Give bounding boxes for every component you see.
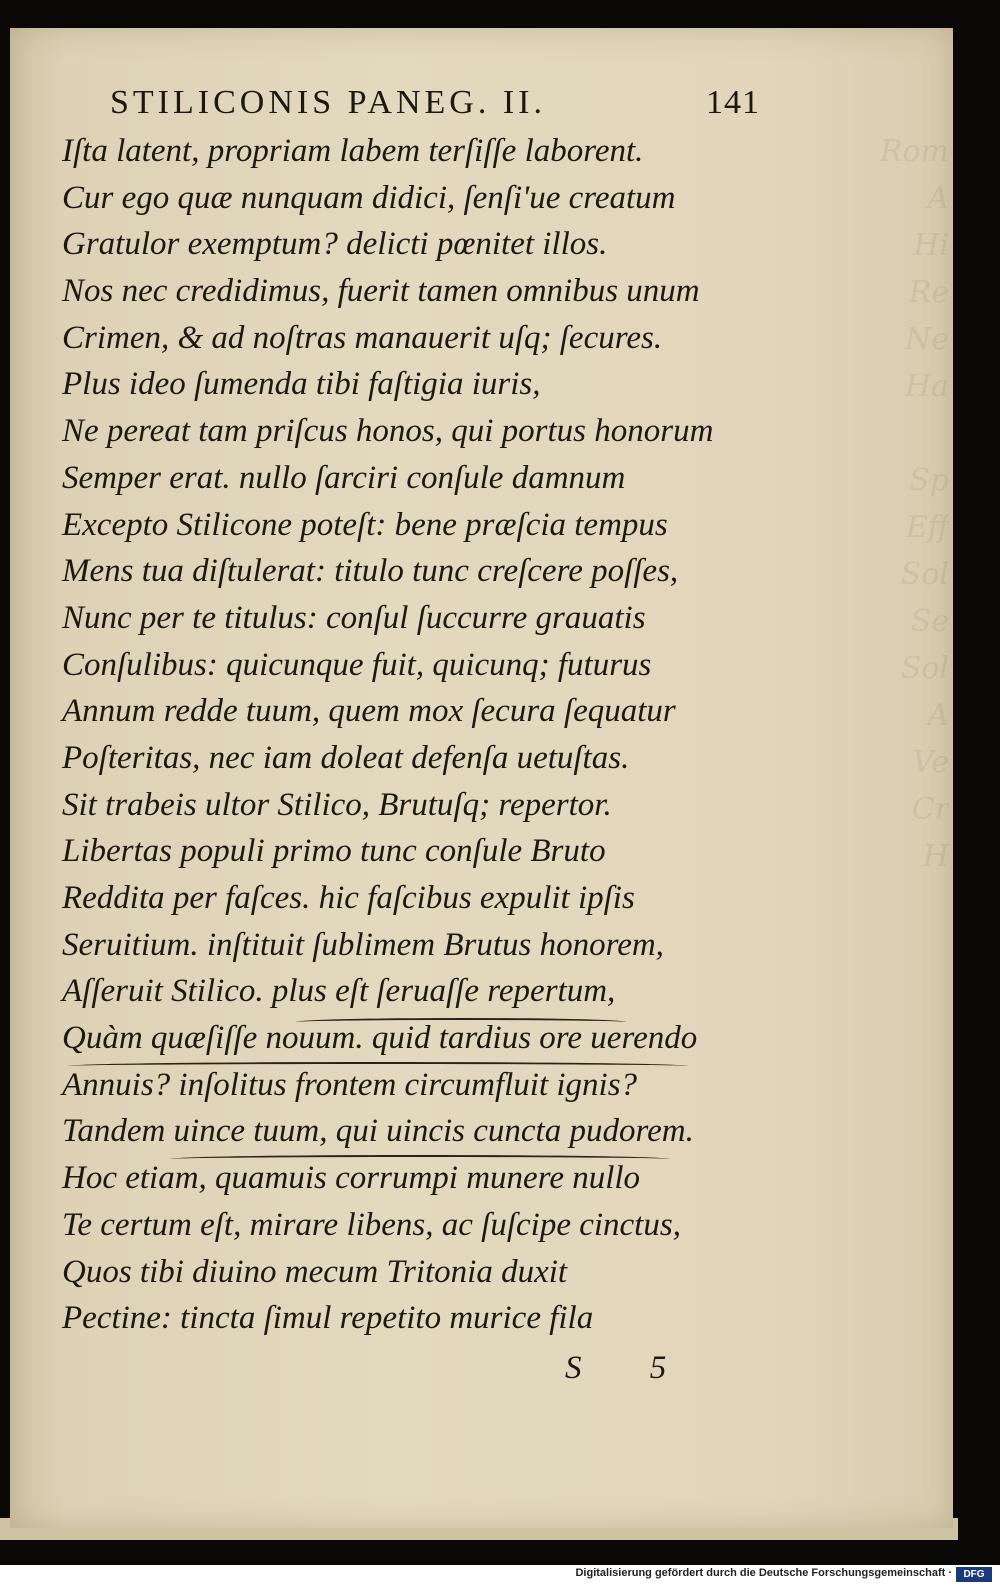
verse-line: Excepto Stilicone poteſt: bene præſcia tempus xyxy=(62,506,668,543)
verse-line: Annuis? inſolitus frontem circumfluit ignis? xyxy=(62,1066,638,1103)
verse-line: Sit trabeis ultor Stilico, Brutuſq; repertor. xyxy=(62,786,612,823)
folio-number: 141 xyxy=(706,84,760,121)
footer-credit: Digitalisierung gefördert durch die Deutsche Forschungsgemeinschaft · xyxy=(575,1567,952,1579)
verse-line: Hoc etiam, quamuis corrumpi munere nullo xyxy=(62,1160,641,1197)
show-through-text: Rom A Hi Re Ne Ha Sp Eff Sol Se Sol A Ve Cr H xyxy=(879,134,949,874)
verse-line: Nos nec credidimus, fuerit tamen omnibus unum xyxy=(62,273,700,310)
verse-line: Seruitium. inſtituit ſublimem Brutus honorem, xyxy=(62,926,664,963)
ink-underline xyxy=(68,1062,688,1070)
dfg-logo: DFG xyxy=(956,1567,992,1582)
ink-underline xyxy=(170,1155,670,1163)
ink-underline xyxy=(296,1018,626,1026)
verse-line: Conſulibus: quicunque fuit, quicunq; futurus xyxy=(62,646,652,683)
verse-line: Nunc per te titulus: conſul ſuccurre grauatis xyxy=(62,599,646,636)
verse-line: Cur ego quæ nunquam didici, ſenſi'ue creatum xyxy=(62,179,676,216)
verse-line: Iſta latent, propriam labem terſiſſe laborent. xyxy=(62,133,644,169)
verse-line: Pectine: tincta ſimul repetito murice fila xyxy=(62,1300,594,1337)
verse-line: Quàm quæſiſſe nouum. quid tardius ore uerendo xyxy=(62,1020,698,1057)
verse-line: Annum redde tuum, quem mox ſecura ſequatur xyxy=(62,693,676,730)
signature-mark: S 5 xyxy=(565,1350,697,1386)
verse-line: Reddita per faſces. hic faſcibus expulit ipſis xyxy=(62,880,635,916)
verse-line: Crimen, & ad noſtras manauerit uſq; ſecures. xyxy=(62,319,663,356)
verse-line: Gratulor exemptum? delicti pœnitet illos. xyxy=(62,226,608,263)
running-title: STILICONIS PANEG. II. xyxy=(110,84,546,121)
verse-line: Plus ideo ſumenda tibi faſtigia iuris, xyxy=(62,366,541,403)
verse-line: Quos tibi diuino mecum Tritonia duxit xyxy=(62,1253,568,1290)
verse-line: Mens tua diſtulerat: titulo tunc creſcere poſſes, xyxy=(62,553,679,590)
verse-line: Libertas populi primo tunc conſule Bruto xyxy=(62,833,606,870)
verse-line: Poſteritas, nec iam doleat defenſa uetuſtas. xyxy=(62,739,630,776)
verse-line: Semper erat. nullo ſarciri conſule damnum xyxy=(62,459,626,496)
verse-line: Te certum eſt, mirare libens, ac ſuſcipe cinctus, xyxy=(62,1206,681,1243)
verse-line: Ne pereat tam priſcus honos, qui portus honorum xyxy=(62,413,714,450)
running-head xyxy=(110,84,760,128)
verse-line: Aſſeruit Stilico. plus eſt ſeruaſſe repertum, xyxy=(62,973,616,1010)
verse-line: Tandem uince tuum, qui uincis cuncta pudorem. xyxy=(62,1113,694,1150)
